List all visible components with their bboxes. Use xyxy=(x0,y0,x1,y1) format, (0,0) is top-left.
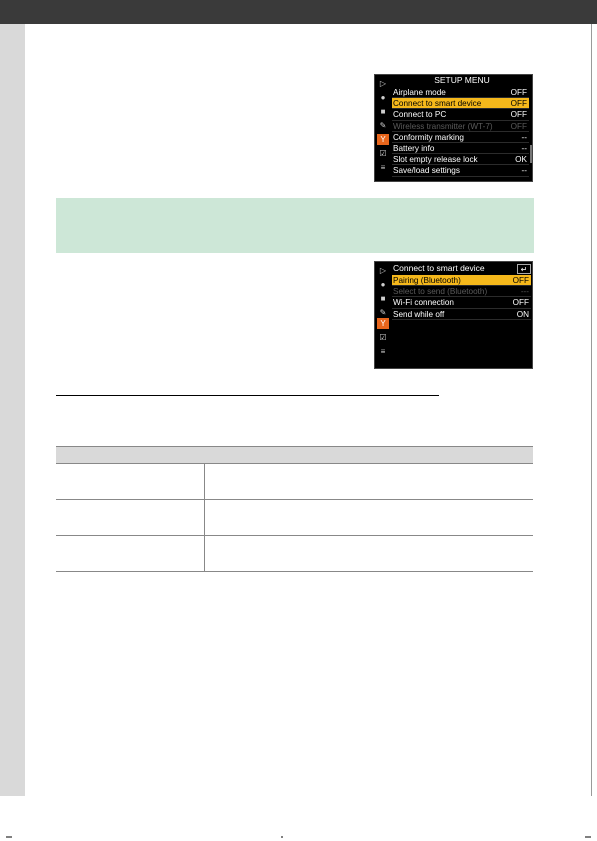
menu-item-label: Pairing (Bluetooth) xyxy=(393,276,461,285)
menu-item-label: Conformity marking xyxy=(393,132,464,142)
mymenu-icon[interactable]: ≡ xyxy=(380,347,386,356)
mymenu-icon[interactable]: ≡ xyxy=(380,163,386,172)
header-bar xyxy=(0,0,597,24)
page-edge xyxy=(591,24,592,796)
menu-item-label: Save/load settings xyxy=(393,166,460,176)
retouch-icon[interactable]: ☑ xyxy=(379,333,387,342)
menu-item-value: ON xyxy=(516,309,529,319)
scrollbar[interactable] xyxy=(530,145,532,163)
menu-item-label: Battery info xyxy=(393,144,435,153)
menu-item[interactable] xyxy=(392,109,529,120)
section-rule xyxy=(56,395,439,396)
camera-icon[interactable]: ● xyxy=(380,93,386,102)
menu-item-label: Airplane mode xyxy=(393,88,446,97)
menu-item[interactable] xyxy=(392,275,531,286)
movie-icon[interactable]: ■ xyxy=(380,107,386,116)
table-header-cell xyxy=(56,447,204,464)
setup-menu-screen xyxy=(374,74,533,182)
menu-item-value: OFF xyxy=(510,110,527,120)
table-header-cell xyxy=(204,447,533,464)
screen-title: Connect to smart device xyxy=(393,263,485,273)
side-strip xyxy=(0,24,25,796)
menu-item-label: Slot empty release lock xyxy=(393,155,478,165)
note-band xyxy=(56,198,534,253)
menu-item-label: Select to send (Bluetooth) xyxy=(393,287,488,297)
table-row xyxy=(56,536,533,572)
retouch-icon[interactable]: ☑ xyxy=(379,149,387,158)
menu-item xyxy=(392,286,531,297)
menu-item[interactable] xyxy=(392,309,531,320)
menu-item-label: Wi-Fi connection xyxy=(393,298,454,308)
menu-item-label: Wireless transmitter (WT-7) xyxy=(393,121,493,131)
options-table xyxy=(56,446,533,572)
table-cell xyxy=(56,536,204,572)
crop-marks xyxy=(0,834,597,841)
menu-item-value: OFF xyxy=(510,88,527,97)
pencil-icon[interactable]: ✎ xyxy=(379,121,387,130)
menu-item[interactable] xyxy=(392,87,529,98)
table-row xyxy=(56,464,533,500)
camera-icon[interactable]: ● xyxy=(380,280,386,289)
table-cell xyxy=(204,464,533,500)
wrench-icon[interactable]: Y xyxy=(377,318,389,329)
table-cell xyxy=(56,500,204,536)
wrench-icon[interactable]: Y xyxy=(377,134,389,145)
menu-item-value: -- xyxy=(521,166,527,176)
table-cell xyxy=(56,464,204,500)
menu-item[interactable] xyxy=(392,165,529,176)
menu-item-value: OFF xyxy=(512,276,529,285)
menu-tabs xyxy=(375,75,391,181)
menu-item[interactable] xyxy=(392,297,531,308)
menu-item-label: Send while off xyxy=(393,309,445,319)
menu-item-value: OFF xyxy=(510,121,527,131)
playback-icon[interactable]: ▷ xyxy=(379,266,387,275)
menu-item-value: -- xyxy=(521,132,527,142)
menu-item[interactable] xyxy=(392,143,529,154)
menu-item-value: --- xyxy=(520,287,529,297)
menu-item-label: Connect to smart device xyxy=(393,99,482,109)
menu-item[interactable] xyxy=(392,98,529,109)
menu-item-value: OFF xyxy=(510,99,527,109)
menu-item xyxy=(392,121,529,132)
menu-item-label: Connect to PC xyxy=(393,110,447,120)
smart-device-screen xyxy=(374,261,533,369)
pencil-icon[interactable]: ✎ xyxy=(379,308,387,317)
screen-title: SETUP MENU xyxy=(434,75,490,85)
table-cell xyxy=(204,500,533,536)
playback-icon[interactable]: ▷ xyxy=(379,79,387,88)
back-icon[interactable]: ↵ xyxy=(517,264,531,274)
menu-item-value: OK xyxy=(515,155,527,165)
menu-tabs xyxy=(375,262,391,368)
table-header-row xyxy=(56,447,533,464)
movie-icon[interactable]: ■ xyxy=(380,294,386,303)
table-row xyxy=(56,500,533,536)
table-cell xyxy=(204,536,533,572)
menu-item[interactable] xyxy=(392,132,529,143)
menu-item-value: OFF xyxy=(512,298,529,308)
menu-item[interactable] xyxy=(392,154,529,165)
menu-item-value: -- xyxy=(521,144,527,153)
